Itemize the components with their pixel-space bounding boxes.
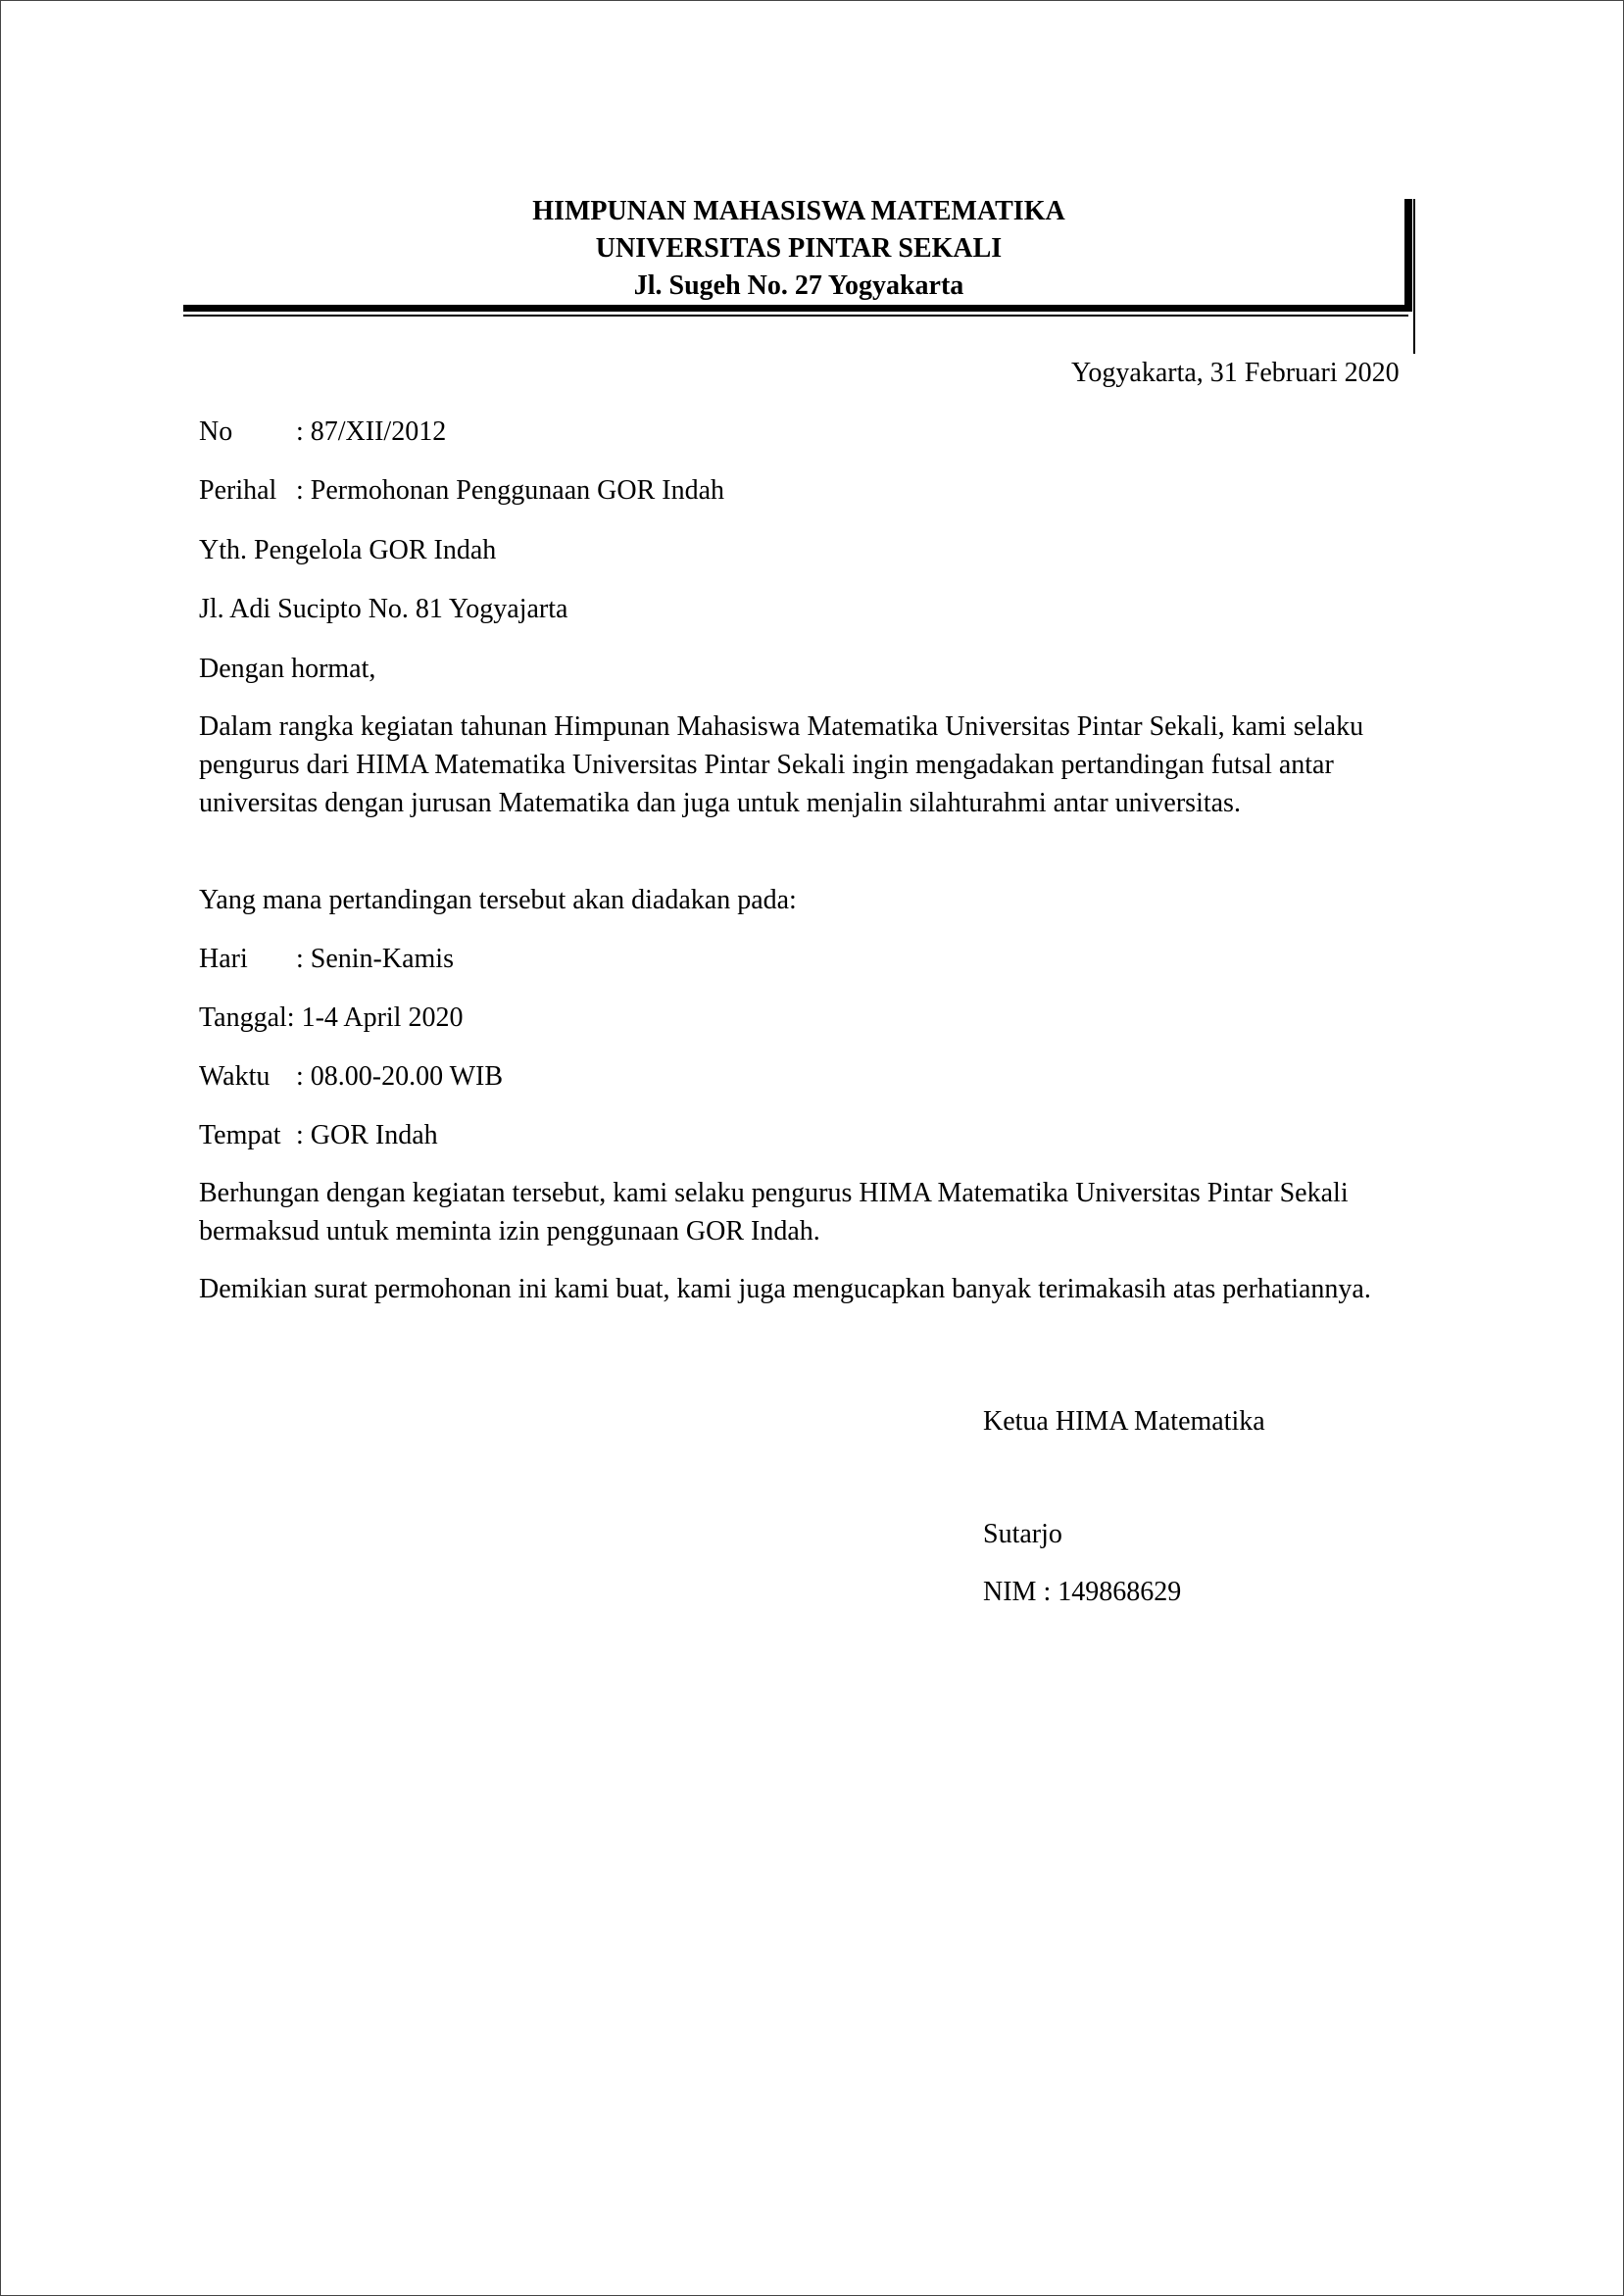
body-paragraph-request: Berhungan dengan kegiatan tersebut, kami selaku pengurus HIMA Matematika Universitas Pintar Sekali bermaksud untuk meminta izin penggunaan GOR Indah. bbox=[199, 1178, 1349, 1246]
schedule-place-value: : GOR Indah bbox=[296, 1120, 438, 1150]
number-label: No bbox=[199, 416, 233, 447]
schedule-time-label: Waktu bbox=[199, 1061, 271, 1092]
body-paragraph-intro: Dalam rangka kegiatan tahunan Himpunan Mahasiswa Matematika Universitas Pintar Sekali, kami selaku pengurus dari HIMA Matematika Universitas Pintar Sekali ingin mengadakan pertandingan futsal antar universitas dengan jurusan Matematika dan juga untuk menjalin silahturahmi antar universitas. bbox=[199, 711, 1364, 818]
letterhead bbox=[183, 193, 1414, 305]
schedule-date bbox=[199, 999, 463, 1037]
schedule-time-value: : 08.00-20.00 WIB bbox=[296, 1061, 504, 1092]
subject-line bbox=[199, 471, 724, 510]
body-paragraph-schedule-intro: Yang mana pertandingan tersebut akan diadakan pada: bbox=[199, 885, 797, 915]
schedule-place-label: Tempat bbox=[199, 1120, 281, 1150]
signature-title: Ketua HIMA Matematika bbox=[983, 1406, 1265, 1437]
schedule-day-value: : Senin-Kamis bbox=[296, 944, 454, 974]
letterhead-university: UNIVERSITAS PINTAR SEKALI bbox=[595, 233, 1003, 264]
number-line bbox=[199, 413, 446, 451]
signature-name: Sutarjo bbox=[983, 1519, 1062, 1549]
subject-value: : Permohonan Penggunaan GOR Indah bbox=[296, 475, 725, 506]
recipient-name: Yth. Pengelola GOR Indah bbox=[199, 535, 497, 565]
letterhead-address: Jl. Sugeh No. 27 Yogyakarta bbox=[633, 270, 964, 301]
subject-label: Perihal bbox=[199, 475, 277, 506]
signature-nim: NIM : 149868629 bbox=[983, 1577, 1182, 1607]
letterhead-rule-thick bbox=[183, 305, 1412, 312]
schedule-date-label: Tanggal bbox=[199, 1002, 287, 1033]
body-paragraph-closing: Demikian surat permohonan ini kami buat, kami juga mengucapkan banyak terimakasih atas perhatiannya. bbox=[199, 1274, 1371, 1304]
letterhead-vertical-rule-thick bbox=[1404, 199, 1412, 312]
schedule-date-value: : 1-4 April 2020 bbox=[286, 1002, 464, 1033]
schedule-day-label: Hari bbox=[199, 944, 248, 974]
letterhead-vertical-rule-thin bbox=[1413, 199, 1415, 354]
recipient-address: Jl. Adi Sucipto No. 81 Yogyajarta bbox=[199, 594, 568, 624]
letterhead-rule-thin bbox=[183, 315, 1408, 317]
schedule-place bbox=[199, 1116, 438, 1154]
date-line: Yogyakarta, 31 Februari 2020 bbox=[1071, 358, 1400, 388]
letterhead-organization: HIMPUNAN MAHASISWA MATEMATIKA bbox=[532, 196, 1065, 226]
number-value: : 87/XII/2012 bbox=[296, 416, 447, 447]
schedule-day bbox=[199, 940, 454, 978]
salutation: Dengan hormat, bbox=[199, 654, 376, 684]
schedule-time bbox=[199, 1057, 503, 1096]
